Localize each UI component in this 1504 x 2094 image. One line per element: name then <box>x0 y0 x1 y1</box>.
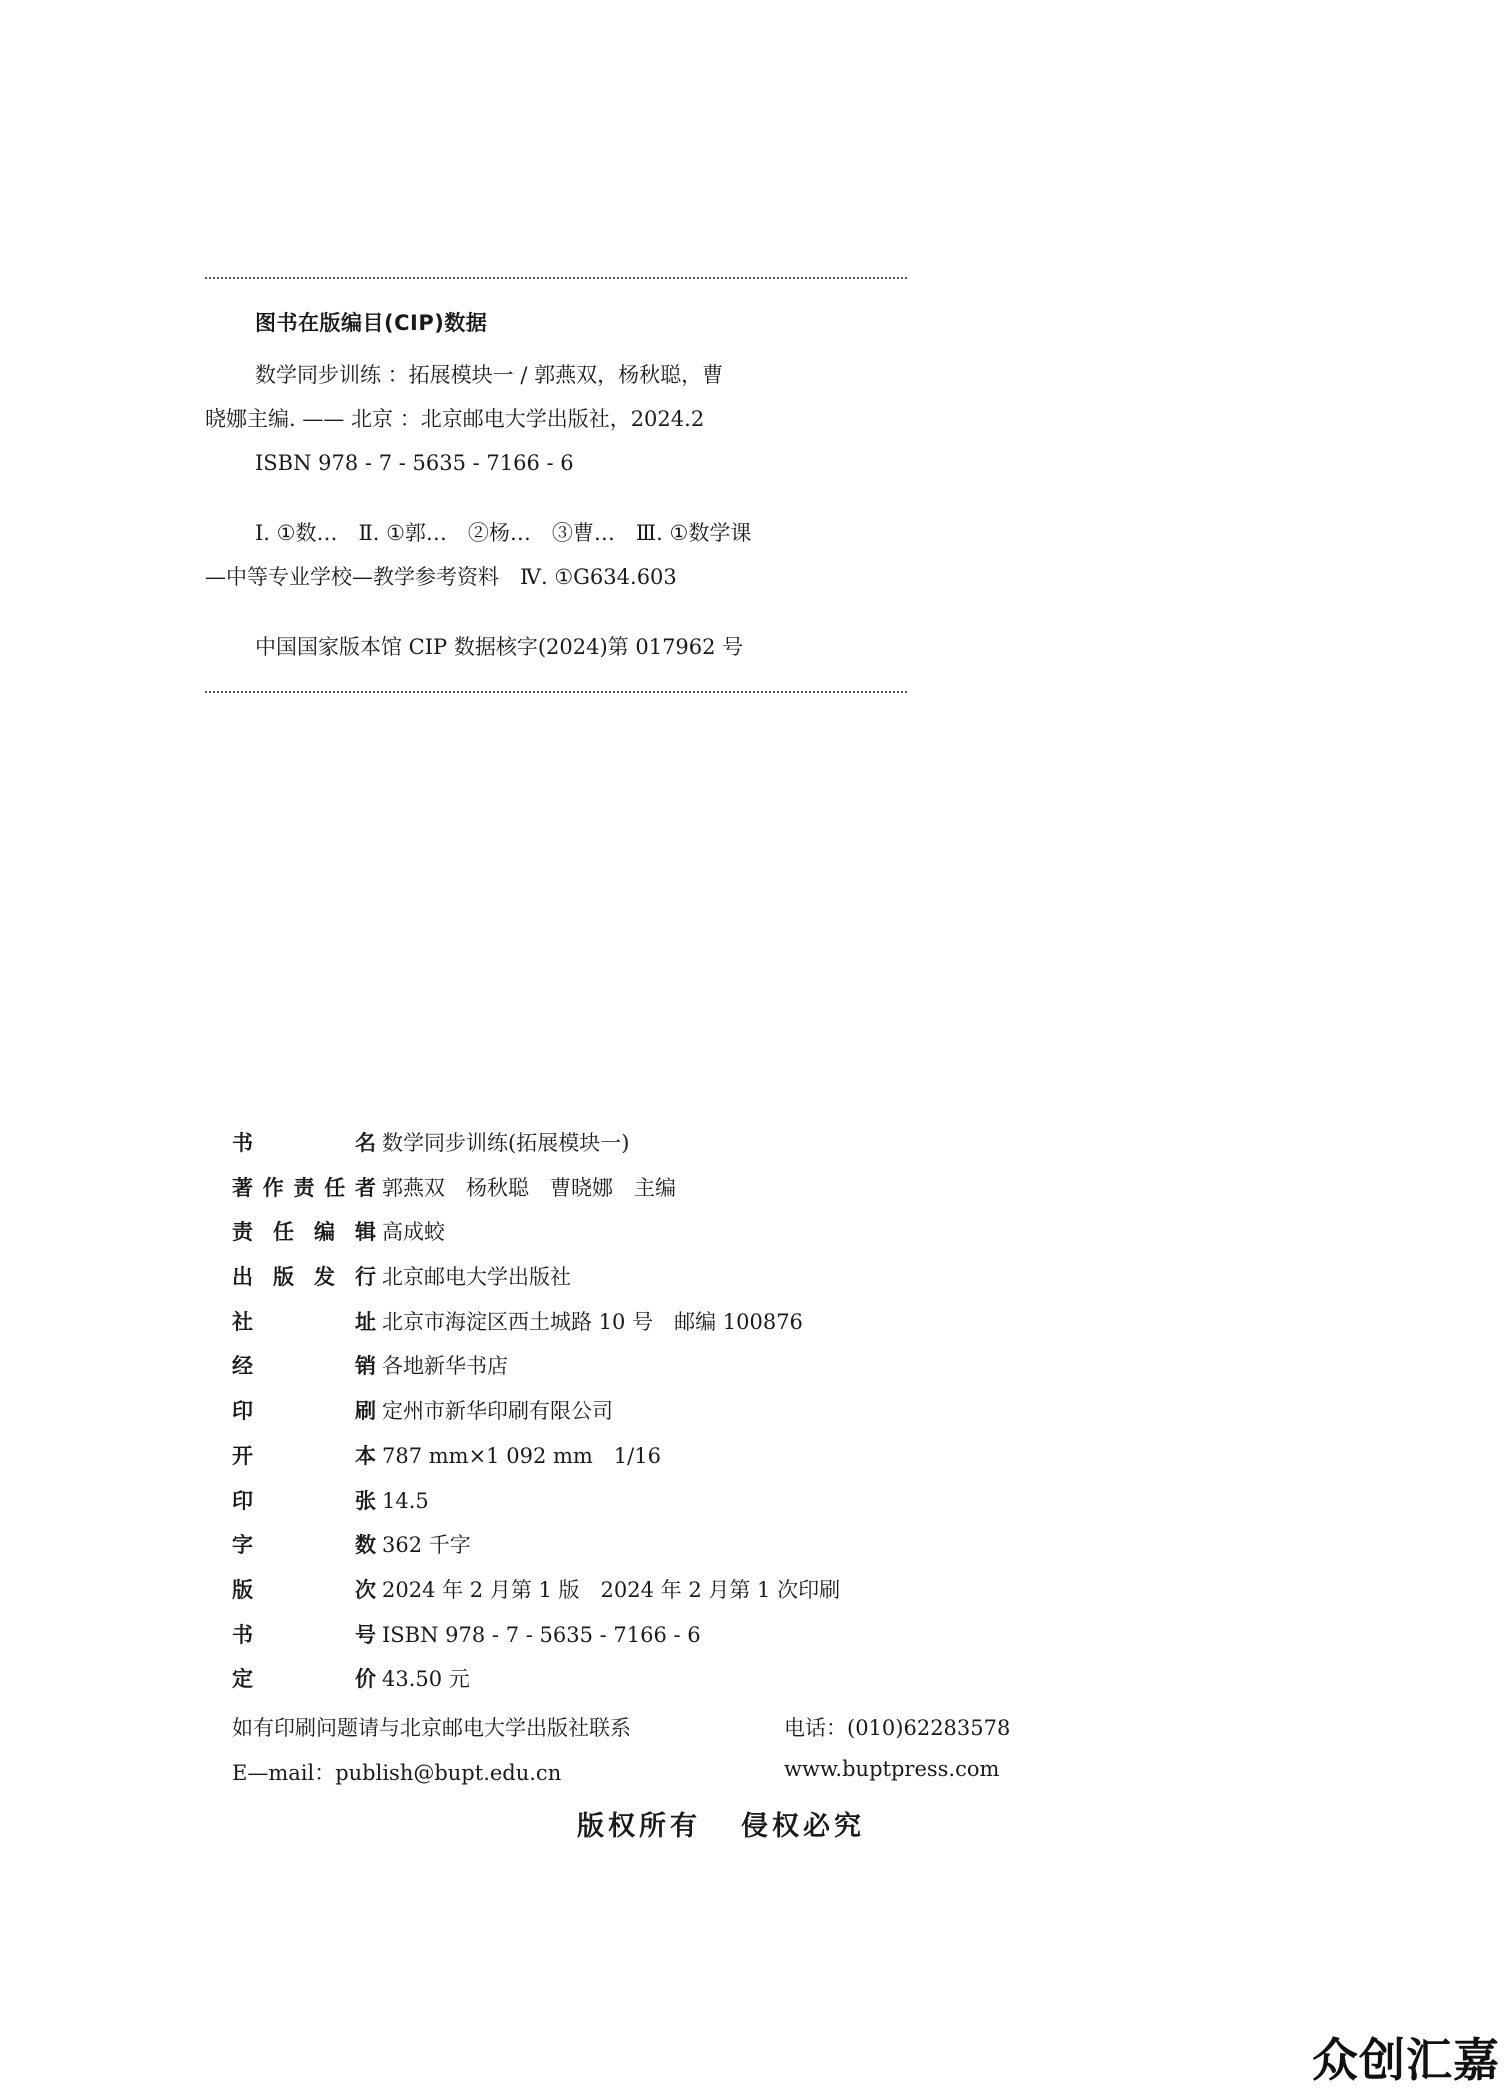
website-url: www.buptpress.com <box>784 1757 1000 1781</box>
cip-top-divider <box>205 277 907 279</box>
colophon-row <box>232 1127 840 1172</box>
print-issue-notice: 如有印刷问题请与北京邮电大学出版社联系 <box>232 1716 631 1740</box>
colophon-row <box>232 1663 840 1708</box>
colophon-label-char: 印 <box>232 1488 253 1513</box>
copyright-notice <box>577 1804 865 1843</box>
cip-classification-line: Ⅰ. ①数… Ⅱ. ①郭… ②杨… ③曹… Ⅲ. ①数学课 <box>255 521 752 545</box>
colophon-value: 北京市海淀区西土城路 10 号 邮编 100876 <box>382 1309 803 1334</box>
cip-isbn: ISBN 978 - 7 - 5635 - 7166 - 6 <box>255 451 574 475</box>
colophon-label-char: 价 <box>355 1667 376 1692</box>
colophon-label-char: 发 <box>314 1265 335 1290</box>
colophon-row <box>232 1306 840 1351</box>
colophon-label-char: 数 <box>355 1533 376 1558</box>
colophon-label <box>232 1440 382 1470</box>
colophon-label-char: 任 <box>273 1220 294 1245</box>
colophon-value: 北京邮电大学出版社 <box>382 1265 571 1290</box>
colophon-row <box>232 1529 840 1574</box>
colophon-label-char: 出 <box>232 1265 253 1290</box>
cip-classification-line: —中等专业学校—教学参考资料 Ⅳ. ①G634.603 <box>205 565 677 589</box>
colophon-label-char: 张 <box>355 1488 376 1513</box>
colophon-label-char: 次 <box>355 1577 376 1602</box>
colophon-table <box>232 1127 840 1708</box>
colophon-value: 43.50 元 <box>382 1667 470 1692</box>
contact-line-2 <box>232 1757 1000 1787</box>
cip-description-line: 数学同步训练 ：拓展模块一 / 郭燕双，杨秋聪，曹 <box>255 363 724 387</box>
colophon-row <box>232 1574 840 1619</box>
colophon-label <box>232 1216 382 1246</box>
colophon-label <box>232 1529 382 1559</box>
colophon-label-char: 作 <box>262 1175 284 1200</box>
colophon-row <box>232 1619 840 1664</box>
email-address: E—mail：publish@bupt.edu.cn <box>232 1761 562 1785</box>
colophon-label <box>232 1306 382 1336</box>
colophon-label-char: 任 <box>324 1175 346 1200</box>
colophon-label-char: 版 <box>273 1265 294 1290</box>
colophon-label-char: 名 <box>355 1131 376 1155</box>
colophon-row <box>232 1261 840 1306</box>
colophon-label-char: 字 <box>232 1533 253 1558</box>
colophon-label <box>232 1574 382 1604</box>
colophon-label-char: 著 <box>232 1175 253 1200</box>
colophon-value: ISBN 978 - 7 - 5635 - 7166 - 6 <box>382 1622 701 1647</box>
colophon-label-char: 辑 <box>355 1220 376 1245</box>
colophon-value: 郭燕双 杨秋聪 曹晓娜 主编 <box>382 1175 676 1200</box>
colophon-value: 2024 年 2 月第 1 版 2024 年 2 月第 1 次印刷 <box>382 1577 841 1602</box>
colophon-label-char: 责 <box>293 1175 315 1200</box>
colophon-label-char: 销 <box>355 1354 376 1379</box>
colophon-label-char: 经 <box>232 1354 253 1379</box>
cip-bottom-divider <box>205 691 907 693</box>
infringement-warning: 侵权必究 <box>741 1811 865 1842</box>
colophon-label-char: 定 <box>232 1667 253 1692</box>
colophon-row <box>232 1350 840 1395</box>
cip-block <box>205 277 907 693</box>
phone-number: 电话：(010)62283578 <box>784 1716 1011 1740</box>
colophon-row <box>232 1395 840 1440</box>
colophon-value: 14.5 <box>382 1488 429 1513</box>
colophon-label <box>232 1261 382 1291</box>
colophon-label-char: 书 <box>232 1131 253 1155</box>
colophon-label-char: 刷 <box>355 1399 376 1424</box>
colophon-label <box>232 1127 382 1157</box>
colophon-label-char: 版 <box>232 1577 253 1602</box>
cip-title: 图书在版编目(CIP)数据 <box>255 311 488 335</box>
colophon-label-char: 行 <box>355 1265 376 1290</box>
colophon-value: 高成蛟 <box>382 1220 445 1245</box>
colophon-value: 数学同步训练(拓展模块一) <box>382 1131 630 1155</box>
colophon-label <box>232 1485 382 1515</box>
colophon-value: 787 mm×1 092 mm 1/16 <box>382 1443 661 1468</box>
colophon-label-char: 印 <box>232 1399 253 1424</box>
colophon-label <box>232 1350 382 1380</box>
colophon-value: 362 千字 <box>382 1533 471 1558</box>
colophon-label-char: 本 <box>355 1443 376 1468</box>
colophon-row <box>232 1440 840 1485</box>
colophon-label-char: 编 <box>314 1220 335 1245</box>
colophon-label-char: 开 <box>232 1443 253 1468</box>
cip-nlc-number: 中国国家版本馆 CIP 数据核字(2024)第 017962 号 <box>255 635 744 659</box>
cip-description-line: 晓娜主编. —— 北京 ：北京邮电大学出版社，2024.2 <box>205 407 705 431</box>
colophon-label <box>232 1395 382 1425</box>
colophon-label-char: 责 <box>232 1220 253 1245</box>
colophon-label-char: 社 <box>232 1309 253 1334</box>
colophon-label <box>232 1619 382 1649</box>
colophon-label-char: 书 <box>232 1622 253 1647</box>
colophon-label <box>232 1172 382 1202</box>
watermark-logo: 众创汇嘉 <box>1312 2033 1500 2087</box>
colophon-label-char: 者 <box>355 1175 376 1200</box>
rights-reserved: 版权所有 <box>577 1811 701 1842</box>
colophon-label-char: 号 <box>355 1622 376 1647</box>
colophon-label-char: 址 <box>355 1309 376 1334</box>
colophon-label <box>232 1663 382 1693</box>
colophon-value: 各地新华书店 <box>382 1354 508 1379</box>
colophon-row <box>232 1485 840 1530</box>
colophon-row <box>232 1216 840 1261</box>
colophon-row <box>232 1172 840 1217</box>
contact-line-1 <box>232 1712 1011 1742</box>
colophon-value: 定州市新华印刷有限公司 <box>382 1399 613 1424</box>
